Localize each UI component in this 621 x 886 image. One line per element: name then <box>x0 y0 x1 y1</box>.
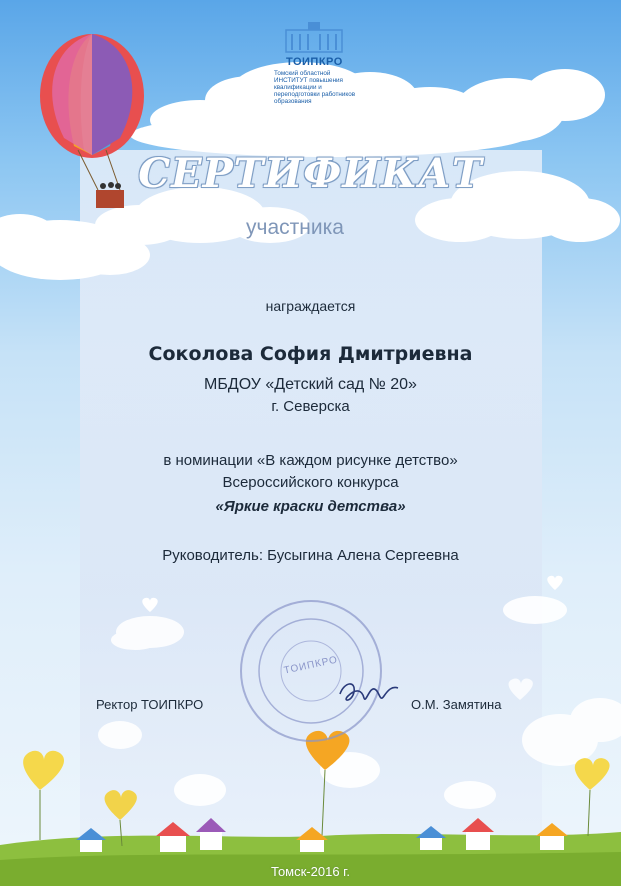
contest-label: Всероссийского конкурса <box>222 474 399 491</box>
awarded-label: награждается <box>265 298 356 314</box>
logo-subtitle: Томский областной ИНСТИТУТ повышения квалификации и переподготовки работников образования <box>274 70 356 105</box>
recipient-name: Соколова София Дмитриевна <box>148 343 473 365</box>
stamp-text: ТОИПКРО <box>283 654 339 677</box>
organization: МБДОУ «Детский сад № 20» <box>204 376 417 393</box>
leader: Руководитель: Бусыгина Алена Сергеевна <box>162 547 459 564</box>
footer-place-year: Томск-2016 г. <box>271 864 350 879</box>
building-icon <box>268 20 360 54</box>
signer-name: О.М. Замятина <box>411 697 502 712</box>
rector-label: Ректор ТОИПКРО <box>96 697 204 712</box>
city: г. Северска <box>271 398 350 415</box>
contest-name: «Яркие краски детства» <box>215 498 406 515</box>
handwritten-signature <box>336 672 402 712</box>
nomination: в номинации «В каждом рисунке детство» <box>163 452 458 469</box>
logo-name: ТОИПКРО <box>286 56 343 68</box>
toipkro-logo <box>268 20 360 105</box>
certificate-subtitle: участника <box>246 216 344 239</box>
stamp-icon <box>236 596 386 746</box>
certificate-title: СЕРТИФИКАТ <box>138 150 483 197</box>
